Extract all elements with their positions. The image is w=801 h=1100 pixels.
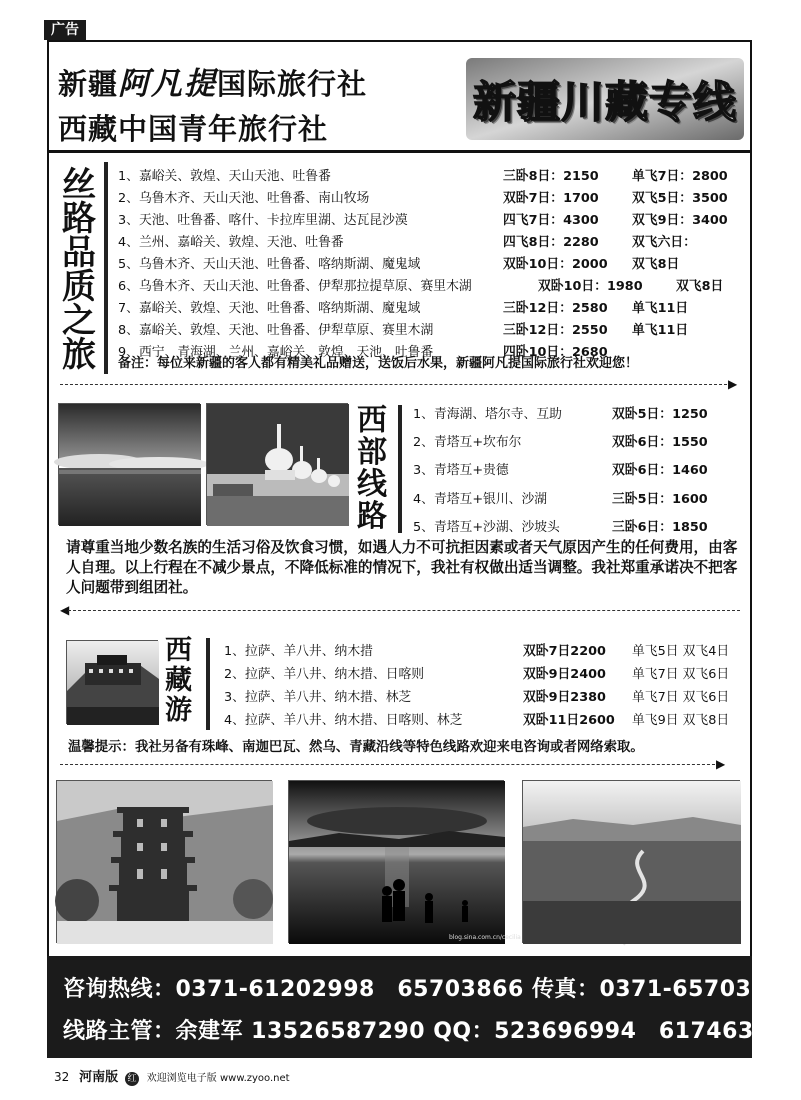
tibet-title-char: 藏 bbox=[165, 665, 192, 696]
silk-title-char: 之 bbox=[62, 301, 96, 341]
price-sleeper: 双卧6日：1460 bbox=[612, 463, 708, 478]
silk-title-char: 旅 bbox=[62, 335, 96, 375]
price-flight: 单飞9日 双飞8日 bbox=[632, 713, 730, 728]
photo-grassland-river bbox=[522, 780, 740, 943]
route-manager-contact: 线路主管：余建军 13526587290 QQ：523696994 617463204 bbox=[63, 1019, 801, 1044]
tibet-title-char: 游 bbox=[165, 695, 192, 726]
price-sleeper: 双卧7日2200 bbox=[523, 644, 606, 659]
header-divider bbox=[47, 150, 752, 153]
afanti-logo: 阿凡提 bbox=[118, 66, 218, 102]
route-item: 6、乌鲁木齐、天山天池、吐鲁番、伊犁那拉提草原、赛里木湖 bbox=[118, 279, 472, 294]
west-title-char: 路 bbox=[357, 499, 387, 534]
route-item: 4、兰州、嘉峪关、敦煌、天池、吐鲁番 bbox=[118, 235, 344, 250]
route-item: 1、拉萨、羊八井、纳木措 bbox=[224, 644, 373, 659]
price-flight: 单飞11日 bbox=[632, 301, 689, 316]
arrow-head-left-icon: ◀ bbox=[60, 603, 70, 617]
price-sleeper: 三卧12日：2580 bbox=[503, 301, 608, 316]
silk-note: 备注：每位来新疆的客人都有精美礼品赠送，送饭后水果，新疆阿凡提国际旅行社欢迎您！ bbox=[118, 356, 639, 371]
price-flight: 单飞5日 双飞4日 bbox=[632, 644, 730, 659]
red-seal-icon: 红 bbox=[125, 1072, 139, 1086]
route-item: 2、青塔互+坎布尔 bbox=[413, 435, 522, 450]
price-sleeper: 三卧5日：1600 bbox=[612, 492, 708, 507]
route-item: 2、乌鲁木齐、天山天池、吐鲁番、南山牧场 bbox=[118, 191, 370, 206]
route-item: 5、青塔互+沙湖、沙坡头 bbox=[413, 520, 560, 535]
tibet-divider-bar bbox=[206, 638, 210, 730]
price-flight: 单飞7日 双飞6日 bbox=[632, 690, 730, 705]
price-flight: 双飞六日： bbox=[632, 235, 696, 250]
dashed-arrow-right-2 bbox=[60, 764, 720, 765]
route-item: 1、嘉峪关、敦煌、天山天池、吐鲁番 bbox=[118, 169, 331, 184]
route-item: 2、拉萨、羊八井、纳木措、日喀则 bbox=[224, 667, 425, 682]
price-sleeper: 四飞7日：4300 bbox=[503, 213, 599, 228]
photo-lake-silhouettes bbox=[288, 780, 521, 943]
agency-name-tibet: 西藏中国青年旅行社 bbox=[58, 112, 329, 146]
route-item: 9、西宁、青海湖、兰州、嘉峪关、敦煌、天池、吐鲁番 bbox=[118, 345, 434, 360]
price-flight: 双飞8日 bbox=[632, 257, 680, 272]
photo-kumbum-stupas bbox=[206, 403, 348, 525]
silk-title-char: 路 bbox=[62, 199, 96, 239]
price-flight: 单飞7日 双飞6日 bbox=[632, 667, 730, 682]
tibet-tip: 温馨提示：我社另备有珠峰、南迦巴瓦、然乌、青藏沿线等特色线路欢迎来电咨询或者网络索取。 bbox=[68, 740, 644, 755]
west-title-char: 部 bbox=[357, 435, 387, 470]
page-number: 32 bbox=[54, 1070, 70, 1084]
page-footer bbox=[54, 1066, 290, 1086]
silk-title-char: 质 bbox=[62, 267, 96, 307]
silk-divider-bar bbox=[104, 162, 108, 374]
silk-section-title bbox=[62, 165, 96, 375]
price-sleeper: 三卧8日：2150 bbox=[503, 169, 599, 184]
tibet-title-char: 西 bbox=[165, 635, 192, 666]
route-item: 3、青塔互+贵德 bbox=[413, 463, 509, 478]
price-sleeper: 三卧6日：1850 bbox=[612, 520, 708, 535]
price-flight: 双飞9日：3400 bbox=[632, 213, 728, 228]
price-sleeper: 双卧6日：1550 bbox=[612, 435, 708, 450]
silk-title-char: 丝 bbox=[62, 165, 96, 205]
price-sleeper: 四卧10日：2680 bbox=[503, 345, 608, 360]
agency-name-xinjiang bbox=[58, 58, 367, 103]
price-sleeper: 四飞8日：2280 bbox=[503, 235, 599, 250]
price-flight: 双飞8日 bbox=[676, 279, 724, 294]
price-flight: 双飞5日：3500 bbox=[632, 191, 728, 206]
slogan-text: 新疆川藏专线 bbox=[473, 77, 737, 128]
route-item: 7、嘉峪关、敦煌、天池、吐鲁番、喀纳斯湖、魔鬼域 bbox=[118, 301, 421, 316]
arrow-head-right-icon: ▶ bbox=[716, 757, 726, 771]
dashed-arrow-left bbox=[68, 610, 740, 611]
west-section-title bbox=[357, 405, 387, 533]
photo-qinghai-lake bbox=[58, 403, 200, 525]
website-link[interactable]: 欢迎浏览电子版 www.zyoo.net bbox=[146, 1073, 290, 1084]
price-sleeper: 双卧9日2380 bbox=[523, 690, 606, 705]
arrow-head-right-icon: ▶ bbox=[728, 377, 738, 391]
slogan-banner bbox=[464, 56, 746, 142]
price-sleeper: 双卧5日：1250 bbox=[612, 407, 708, 422]
west-disclaimer: 请尊重当地少数名族的生活习俗及饮食习惯，如遇人力不可抗拒因素或者天气原因产生的任何费用，由客人自理。以上行程在不减少景点，不降低标准的情况下，我社有权做出适当调整。我社郑重承诺决不把客人问题带到组团社。 bbox=[66, 539, 738, 596]
price-flight: 单飞7日：2800 bbox=[632, 169, 728, 184]
route-item: 4、青塔互+银川、沙湖 bbox=[413, 492, 548, 507]
ad-tag: 广告 bbox=[44, 20, 86, 40]
photo-potala-palace bbox=[66, 640, 158, 724]
route-item: 5、乌鲁木齐、天山天池、吐鲁番、喀纳斯湖、魔鬼域 bbox=[118, 257, 421, 272]
price-sleeper: 双卧10日：1980 bbox=[538, 279, 643, 294]
tibet-section-title bbox=[165, 636, 192, 726]
route-item: 3、拉萨、羊八井、纳木措、林芝 bbox=[224, 690, 412, 705]
agency-name-prefix: 新疆 bbox=[58, 67, 119, 101]
price-flight: 单飞11日 bbox=[632, 323, 689, 338]
price-sleeper: 双卧11日2600 bbox=[523, 713, 615, 728]
photo-pagoda-tower bbox=[56, 780, 272, 943]
price-sleeper: 三卧12日：2550 bbox=[503, 323, 608, 338]
route-item: 8、嘉峪关、敦煌、天池、吐鲁番、伊犁草原、赛里木湖 bbox=[118, 323, 434, 338]
west-divider-bar bbox=[398, 405, 402, 533]
west-title-char: 西 bbox=[357, 403, 387, 438]
agency-name-suffix: 国际旅行社 bbox=[217, 67, 368, 101]
dashed-arrow-right bbox=[60, 384, 732, 385]
route-item: 3、天池、吐鲁番、喀什、卡拉库里湖、达瓦昆沙漠 bbox=[118, 213, 408, 228]
route-item: 1、青海湖、塔尔寺、互助 bbox=[413, 407, 562, 422]
price-sleeper: 双卧10日：2000 bbox=[503, 257, 608, 272]
price-sleeper: 双卧9日2400 bbox=[523, 667, 606, 682]
route-item: 4、拉萨、羊八井、纳木措、日喀则、林芝 bbox=[224, 713, 463, 728]
contact-footer bbox=[47, 956, 801, 1058]
silk-title-char: 品 bbox=[62, 233, 96, 273]
price-sleeper: 双卧7日：1700 bbox=[503, 191, 599, 206]
west-title-char: 线 bbox=[357, 467, 387, 502]
photo-watermark: blog.sina.com.cn/cecilia bbox=[449, 934, 521, 941]
edition-label: 河南版 bbox=[79, 1070, 119, 1085]
hotline-fax: 咨询热线：0371-61202998 65703866 传真：0371-65703866 bbox=[63, 977, 799, 1002]
